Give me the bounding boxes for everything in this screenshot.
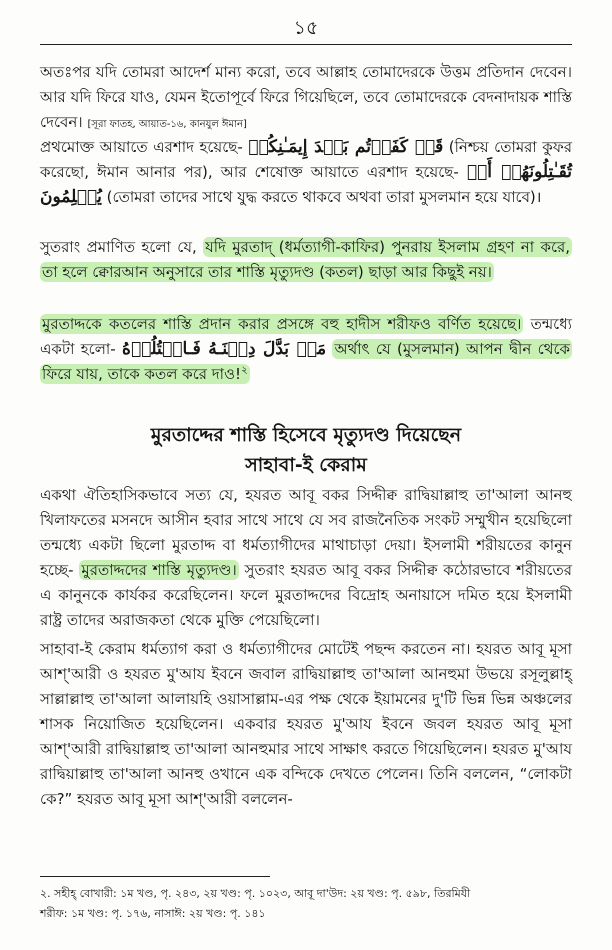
paragraph-abu-bakr — [40, 483, 572, 633]
sahaba-text: সাহাবা-ই কেরাম ধর্মত্যাগ করা ও ধর্মত্যাগীদের মোটেই পছন্দ করতেন না। হযরত আবূ মূসা আশ্'আরী ও হযরত মু'আয ইবনে জবাল রাদ্বিয়াল্লাহু তা'আলা আনহুমা উভয়ে রসূলুল্লাহ্ সাল্লাল্লাহু তা'আলা আলায়হি ওয়াসাল্লাম-এর পক্ষ থেকে ইয়ামনের দু'টি ভিন্ন ভিন্ন অঞ্চলের শাসক নিয়োজিত হয়েছিলেন। একবার হযরত মু'আয ইবনে জবল হযরত আবূ মূসা আশ্'আরী রাদ্বিয়াল্লাহু তা'আলা আনহুমার সাথে সাক্ষাৎ করতে গিয়েছিলেন। হযরত মু'আয রাদ্বিয়াল্লাহু তা'আলা আনহু ওখানে এক বন্দিকে দেখতে পেলেন। তিনি বললেন, “লোকটা কে?” হযরত আবূ মূসা আশ্'আরী বললেন- — [40, 640, 572, 808]
header-rule — [40, 44, 572, 45]
hadith-meaning-text: অর্থাৎ যে (মুসলমান) আপন দ্বীন থেকে ফিরে যায়, তাকে কতল করে দাও! — [42, 340, 570, 383]
paragraph-sahaba — [40, 637, 572, 812]
verse-translation: অতঃপর যদি তোমরা আদের্শ মান্য করো, তবে আল্লাহ তোমাদেরকে উত্তম প্রতিদান দেবেন। আর যদি ফিরে যাও, যেমন ইতোপূর্বে ফিরে গিয়েছিলে, তবে তোমাদেরকে বেদনাদায়ক শাস্তি দেবেন। — [40, 63, 572, 131]
footnote — [40, 884, 572, 924]
hadith-lead-text: তন্মধ্যে একটা হলো- — [40, 315, 572, 358]
abu-bakr-text-2: সুতরাং হযরত আবূ বকর সিদ্দীক্ব কঠোরভাবে শরীয়তের এ কানুনকে কার্যকর করেছিলেন। ফলে মুরতাদ্দদের বিদ্রোহ অনায়াসে দমিত হয়ে ইসলামী রাষ্ট্র তাদের অরাজকতা থেকে মুক্তি পেয়েছিলো। — [40, 561, 572, 629]
paragraph-conclusion — [40, 235, 572, 285]
arabic-hadith: مَنۡ بَدَّلَ دِيۡنَـهُ فَـاقۡتُلُوۡهُ — [122, 339, 327, 359]
footnote-line-2: শরীফ: ১ম খণ্ড: পৃ. ১৭৬, নাসাঈ: ২য় খণ্ড: পৃ. ১৪১ — [40, 907, 266, 920]
paragraph-quran-verse — [40, 60, 572, 137]
conclusion-text: সুতরাং প্রমাণিত হলো যে, — [40, 238, 197, 256]
verse-reference: [সূরা ফাতহ, আয়াত-১৬, কানযুল ঈমান] — [87, 119, 247, 130]
paragraph-hadith — [40, 312, 572, 387]
footnote-line-1: ২. সহীহ্ বোখারী: ১ম খণ্ড, পৃ. ২৪৩, ২য় খণ্ড: পৃ. ১০২৩, আবূ দা'উদ: ২য় খণ্ড: পৃ. ৫৯৮, তিরমিযী — [40, 887, 471, 900]
paragraph-verse-explanation — [40, 135, 572, 210]
highlight-punishment: মুরতাদ্দদের শাস্তি মৃত্যুদণ্ড। — [81, 561, 237, 579]
section-heading-line-2: সাহাবা-ই কেরাম — [245, 454, 367, 476]
arabic-verse-2: تُقَـٰتِلُونَهُمۡ أَوۡ يُسۡلِمُونَ — [40, 162, 572, 207]
page-number: ১৫ — [293, 17, 319, 39]
arabic-verse-1: قَدۡ كَفَرۡتُم بَعۡدَ إِيمَـٰنِكُمۡ — [248, 137, 444, 157]
abu-bakr-text-1: একথা ঐতিহাসিকভাবে সত্য যে, হযরত আবূ বকর সিদ্দীক্ব রাদ্বিয়াল্লাহু তা'আলা আনহু খিলাফতের মসনদে আসীন হবার সাথে সাথে যে সব রাজনৈতিক সংকট সম্মুখীন হয়েছিলো তন্মধ্যে একটা ছিলো মুরতাদ্দ বা ধর্মত্যাগীদের মাথাচাড়া দেয়া। ইসলামী শরীয়তের কানুন হচ্ছে- — [40, 486, 572, 579]
highlight-hadith-intro: মুরতাদ্দকে কতলের শাস্তি প্রদান করার প্রসঙ্গে বহু হাদীস শরীফও বর্ণিত হয়েছে। — [42, 315, 522, 333]
explanation-text-2: (নিশ্চয় তোমরা কুফর করেছো, ঈমান আনার পর), আর শেষোক্ত আয়াতে এরশাদ হয়েছে- — [40, 138, 572, 181]
footnote-marker: ২ — [241, 365, 248, 376]
explanation-text-3: (তোমরা তাদের সাথে যুদ্ধ করতে থাকবে অথবা তারা মুসলমান হয়ে যাবে)। — [106, 188, 542, 206]
section-heading-line-1: মুরতাদ্দের শাস্তি হিসেবে মৃত্যুদণ্ড দিয়েছেন — [150, 424, 462, 446]
section-heading — [40, 420, 572, 480]
explanation-text-1: প্রথমোক্ত আয়াতে এরশাদ হয়েছে- — [40, 138, 243, 156]
footnote-rule — [40, 876, 270, 877]
highlight-conclusion: যদি মুরতাদ্ (ধর্মত্যাগী-কাফির) পুনরায় ইসলাম গ্রহণ না করে, তা হলে ক্বোরআন অনুসারে তার শাস্তি মৃত্যুদণ্ড (কতল) ছাড়া আর কিছুই নয়। — [42, 238, 571, 281]
